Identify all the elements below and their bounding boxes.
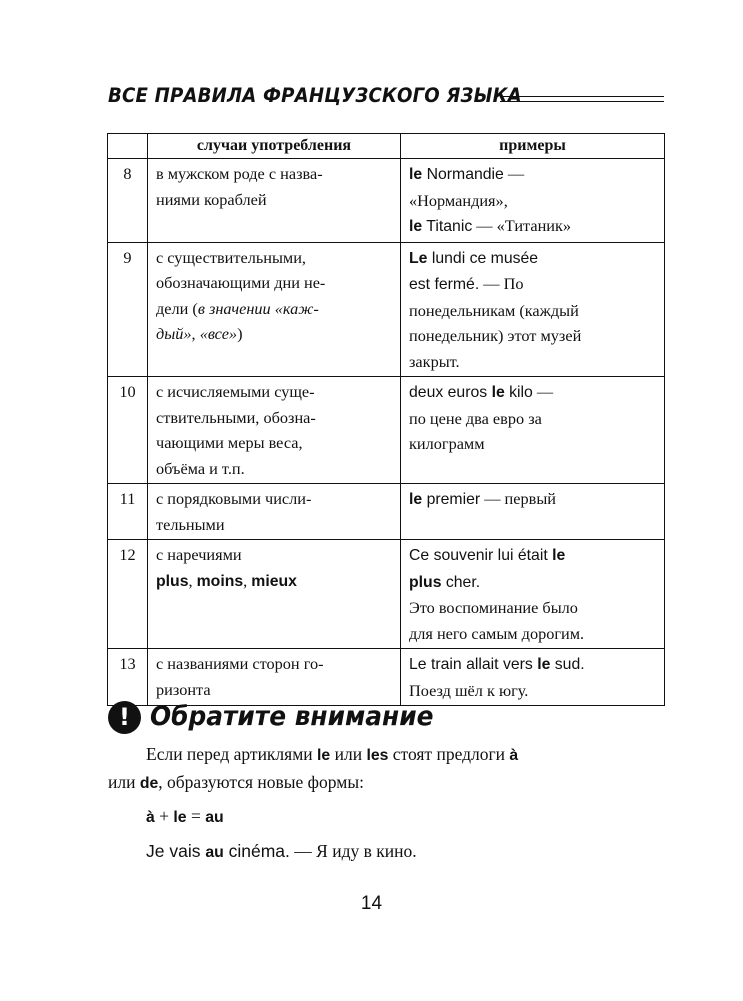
usage-cell	[148, 242, 401, 377]
article: le	[537, 656, 551, 673]
usage-text: ризонта	[156, 679, 211, 699]
paragraph-text: Если перед артиклями	[146, 744, 318, 764]
article: le	[173, 809, 187, 826]
usage-cell	[148, 540, 401, 649]
row-number: 9	[108, 242, 148, 377]
usage-text: ниями кораблей	[156, 189, 267, 209]
plus-sign: +	[154, 806, 174, 826]
usage-italic: «все»	[199, 324, 238, 343]
contracted-form: au	[205, 844, 224, 861]
usage-text: ,	[191, 324, 200, 343]
usage-text: ,	[243, 570, 252, 590]
article: le	[409, 218, 423, 235]
usage-cell	[148, 484, 401, 540]
translation: Поезд шёл к югу.	[409, 680, 529, 700]
note-example	[146, 838, 417, 866]
table-row	[108, 540, 665, 649]
contracted-form: au	[205, 809, 224, 826]
translation: для него самым дорогим.	[409, 623, 585, 643]
equals-sign: =	[186, 806, 206, 826]
translation: — Я иду в кино.	[289, 841, 417, 861]
translation: — По	[479, 274, 524, 293]
usage-text: тельными	[156, 514, 225, 534]
translation: понедельник) этот музей	[409, 326, 582, 345]
article: plus	[409, 573, 442, 591]
french-text: lundi ce musée	[427, 249, 539, 267]
table-row	[108, 242, 665, 377]
usage-cell	[148, 377, 401, 484]
row-number: 13	[108, 649, 148, 706]
preposition: à	[146, 809, 155, 826]
dash: —	[503, 164, 525, 183]
usage-text: с наречиями	[156, 545, 242, 564]
header-cell-examples: примеры	[401, 134, 665, 159]
article: le	[317, 747, 331, 764]
row-number: 10	[108, 377, 148, 484]
french-text: premier	[422, 491, 481, 508]
usage-text: )	[237, 324, 243, 343]
table-row	[108, 377, 665, 484]
header-cell-usage: случаи употребления	[148, 134, 401, 159]
usage-text: с названиями сторон го-	[156, 654, 324, 673]
contraction-formula	[146, 803, 224, 831]
usage-cell	[148, 159, 401, 243]
french-text: est fermé.	[409, 276, 480, 293]
translation: закрыт.	[409, 351, 460, 371]
table-row	[108, 159, 665, 243]
translation: — первый	[480, 489, 556, 508]
french-text: sud.	[550, 656, 585, 673]
example-cell	[401, 242, 665, 377]
usage-text: объёма и т.п.	[156, 458, 245, 478]
french-text: cher.	[441, 573, 481, 591]
translation: по цене два евро за	[409, 408, 542, 428]
row-number: 8	[108, 159, 148, 243]
article: les	[366, 747, 389, 764]
example-cell	[401, 377, 665, 484]
french-text: Je vais	[146, 841, 206, 861]
usage-text: с исчисляемыми суще-	[156, 382, 315, 401]
preposition: de	[139, 775, 159, 792]
article: le	[552, 547, 566, 564]
french-text: deux euros	[409, 384, 492, 401]
adverb: mieux	[251, 572, 297, 590]
preposition: à	[509, 747, 519, 764]
example-cell	[401, 540, 665, 649]
article: Le	[409, 249, 428, 267]
example-cell	[401, 649, 665, 706]
note-title: Обратите внимание	[150, 701, 434, 732]
header-cell-number	[108, 134, 148, 159]
translation: килограмм	[409, 434, 485, 453]
paragraph-text: стоят предлоги	[388, 744, 510, 764]
article: le	[409, 166, 423, 183]
exclamation-circle-icon: !	[108, 701, 141, 734]
header-rule	[500, 96, 664, 97]
translation: понедельникам (каждый	[409, 300, 579, 320]
example-cell	[401, 484, 665, 540]
rules-table	[107, 133, 665, 706]
adverb: plus	[156, 572, 189, 590]
paragraph-text: или	[330, 744, 367, 764]
dash: —	[472, 216, 497, 235]
dash: —	[532, 382, 554, 401]
usage-text: с существительными,	[156, 247, 306, 267]
usage-text: в мужском роде с назва-	[156, 164, 323, 183]
article: le	[491, 384, 505, 401]
article: le	[409, 491, 423, 508]
french-text: Titanic	[422, 218, 473, 235]
usage-text: ствительными, обозна-	[156, 407, 316, 427]
adverb: moins	[196, 572, 244, 590]
table-row	[108, 484, 665, 540]
translation: Это воспоминание было	[409, 598, 578, 617]
book-title: ВСЕ ПРАВИЛА ФРАНЦУЗСКОГО ЯЗЫКА	[108, 84, 522, 107]
usage-text: чающими меры веса,	[156, 433, 303, 452]
french-text: cinéma.	[223, 841, 290, 861]
row-number: 12	[108, 540, 148, 649]
page-number: 14	[360, 893, 383, 914]
usage-italic: в значении «каж-	[197, 298, 319, 318]
row-number: 11	[108, 484, 148, 540]
french-text: Le train allait vers	[409, 656, 538, 673]
running-header	[108, 84, 664, 114]
paragraph-text: , образуются новые формы:	[158, 772, 364, 792]
example-cell	[401, 159, 665, 243]
paragraph-text: или	[108, 772, 140, 792]
french-text: kilo	[504, 384, 533, 401]
note-paragraph	[108, 741, 668, 797]
usage-text: обозначающими дни не-	[156, 273, 326, 292]
table-header-row	[108, 134, 665, 159]
translation: «Нормандия»,	[409, 190, 508, 210]
usage-text: с порядковыми числи-	[156, 489, 312, 508]
usage-text: дели (	[156, 298, 198, 318]
french-text: Normandie	[422, 166, 504, 183]
translation: «Титаник»	[496, 216, 572, 235]
french-text: Ce souvenir lui était	[409, 547, 553, 564]
usage-italic: дый»	[156, 324, 192, 343]
usage-text: ,	[188, 570, 197, 590]
header-rule	[500, 101, 664, 102]
